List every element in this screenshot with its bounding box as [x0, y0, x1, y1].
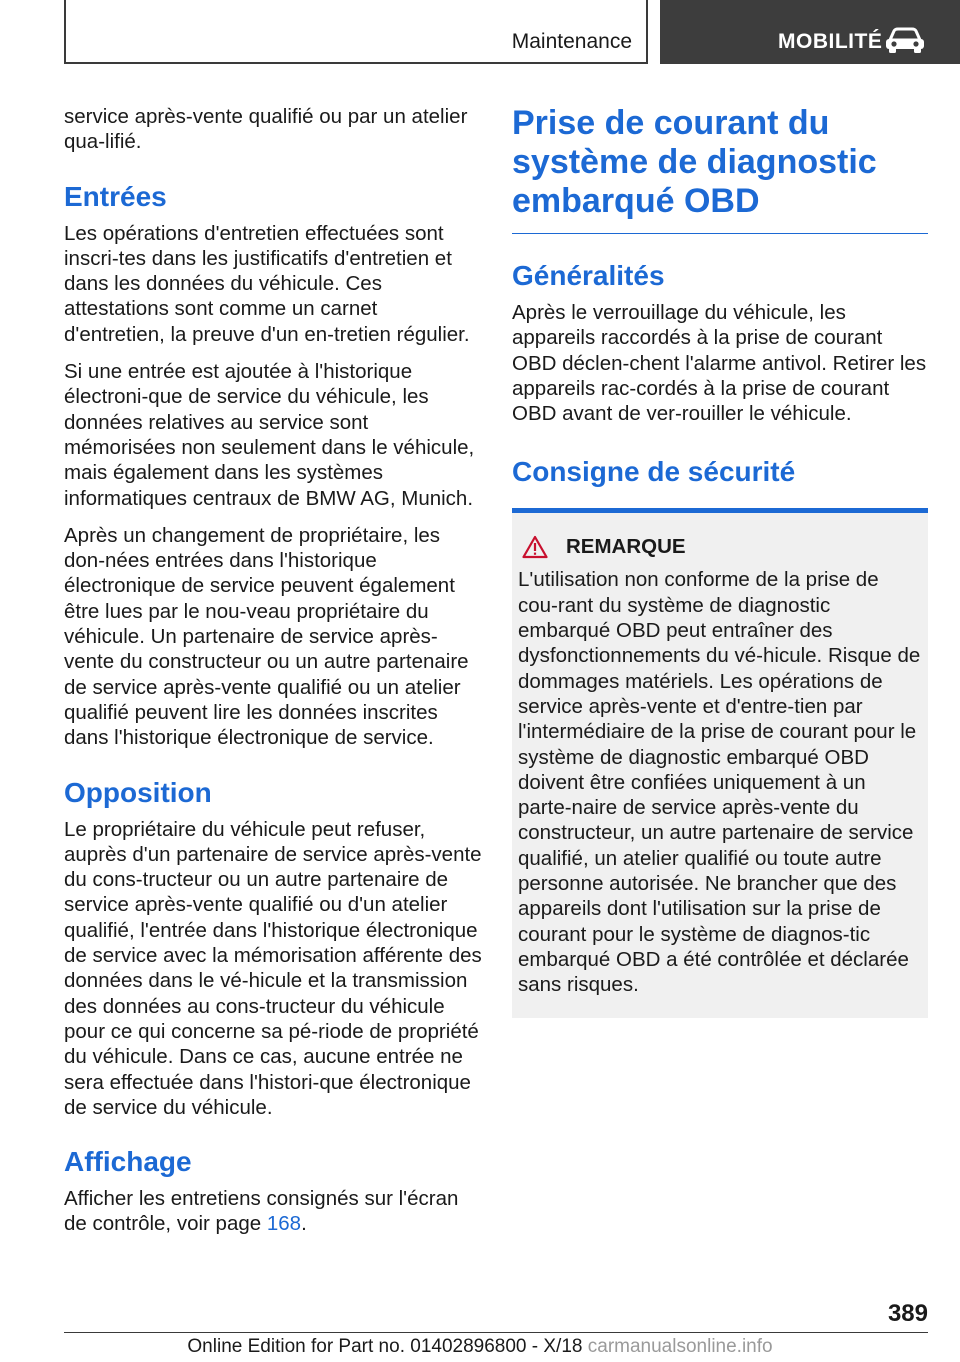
- entries-paragraph-1: Les opérations d'entretien effectuées sont inscri-tes dans les justificatifs d'entretien et dans les données du véhicule. Ces attestations sont comme un carnet d'entretien, la preuve d'un en-tretien régulier.: [64, 221, 470, 346]
- car-icon: [884, 26, 926, 54]
- entries-paragraph-3: Après un changement de propriétaire, les don-nées entrées dans l'historique électronique de service peuvent également être lues par le nou-veau propriétaire du véhicule. Un partenaire de service après-vente du constructeur ou un autre partenaire de service après-vente qualifié ou un atelier qualifié peuvent lire les données inscrites dans l'historique électronique de service.: [64, 523, 469, 750]
- section-title-general: Généralités: [512, 260, 665, 291]
- header-chapter-title: MOBILITÉ: [778, 30, 883, 53]
- warning-label: REMARQUE: [566, 535, 686, 559]
- footer-watermark: carmanualsonline.info: [582, 1336, 773, 1357]
- warning-box: [512, 508, 928, 1017]
- header-chapter-tab: [660, 0, 960, 64]
- page-number: 389: [887, 1300, 928, 1327]
- warning-header: [518, 535, 922, 559]
- header-section-title: Maintenance: [511, 30, 632, 53]
- display-text-end: .: [301, 1212, 307, 1236]
- page-reference-link[interactable]: 168: [266, 1212, 302, 1236]
- section-title-opposition: Opposition: [64, 776, 212, 808]
- display-text: Afficher les entretiens consignés sur l'écran de contrôle, voir page: [64, 1187, 459, 1236]
- right-column: [512, 104, 928, 1018]
- section-title-entries: Entrées: [64, 180, 167, 212]
- left-column: [64, 104, 482, 1249]
- display-paragraph: [64, 1186, 482, 1237]
- footer-edition-text: Online Edition for Part no. 01402896800 - X/18: [187, 1336, 583, 1357]
- general-paragraph: Après le verrouillage du véhicule, les appareils raccordés à la prise de courant OBD déclen-chent l'alarme antivol. Retirer les appareils rac-cordés à la prise de courant OBD avant de ver-rouiller le véhicule.: [512, 301, 927, 426]
- header-section-tab: [64, 0, 648, 64]
- footer-divider: [64, 1332, 928, 1333]
- entries-paragraph-2: Si une entrée est ajoutée à l'historique électroni-que de service du véhicule, les données relatives au service sont mémorisées non seulement dans le véhicule, mais également dans les systèmes informatiques centraux de BMW AG, Munich.: [64, 360, 475, 510]
- main-title: Prise de courant du système de diagnostic embarqué OBD: [512, 104, 877, 220]
- warning-text: L'utilisation non conforme de la prise de cou-rant du système de diagnostic embarqué OBD peut entraîner des dysfonctionnements du vé-hicule. Risque de dommages matériels. Les opérations de service après-vente et d'entre-tien par l'intermédiaire de la prise de courant pour le système de diagnostic embarqué OBD doivent être confiées uniquement à un parte-naire de service après-vente du constructeur, un autre partenaire de service qualifié, un atelier qualifié ou toute autre personne autorisée. Ne brancher que des appareils dont l'utilisation sur la prise de courant pour le système de diagnos-tic embarqué OBD a été contrôlée et déclarée sans risques.: [518, 568, 921, 997]
- section-title-safety: Consigne de sécurité: [512, 456, 796, 488]
- warning-triangle-icon: [522, 535, 548, 559]
- section-title-display: Affichage: [64, 1146, 192, 1178]
- footer-edition: [0, 1336, 960, 1358]
- intro-paragraph: service après-vente qualifié ou par un atelier qua-lifié.: [64, 105, 468, 154]
- title-divider: [512, 233, 928, 234]
- opposition-paragraph: Le propriétaire du véhicule peut refuser, auprès d'un partenaire de service après-vente du cons-tructeur ou un autre partenaire de service après-vente qualifié ou d'un atelier qualifié, l'entrée dans l'historique électronique de service avec la mémorisation afférente des données dans le vé-hicule et la transmission des données au cons-tructeur du véhicule pour ce qui concerne sa pé-riode de propriété du véhicule. Dans ce cas, aucune entrée ne sera effectuée dans l'histori-que électronique de service du véhicule.: [64, 817, 482, 1119]
